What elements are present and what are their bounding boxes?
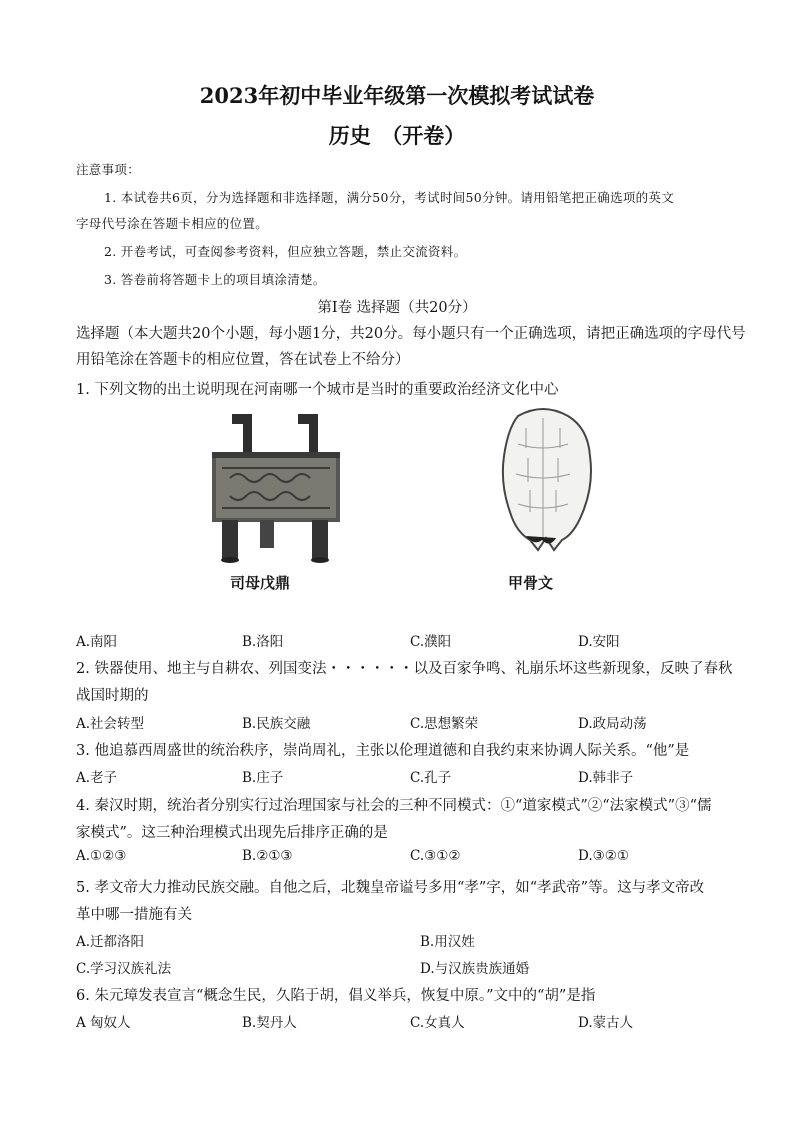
question-2-option-d: D.政局动荡 — [578, 716, 647, 732]
question-6-option-c: C.女真人 — [410, 1015, 465, 1031]
exam-subtitle: 历史 （开卷） — [328, 123, 466, 148]
question-6-option-b: B.契丹人 — [242, 1015, 297, 1031]
question-5-option-c: C.学习汉族礼法 — [76, 961, 172, 977]
question-4-option-a: A.①②③ — [76, 848, 127, 864]
question-3-stem: 3. 他追慕西周盛世的统治秩序，崇尚周礼，主张以伦理道德和自我约束来协调人际关系。“他”是 — [76, 743, 690, 759]
question-1-option-d: D.安阳 — [578, 634, 620, 650]
question-5-stem-line-2: 革中哪一措施有关 — [76, 907, 192, 923]
question-6-option-d: D.蒙古人 — [578, 1015, 634, 1031]
question-5-option-b: B.用汉姓 — [420, 934, 475, 950]
oracle-bone-caption: 甲骨文 — [508, 574, 554, 592]
question-2-option-b: B.民族交融 — [242, 716, 311, 732]
question-6-stem: 6. 朱元璋发表宣言“概念生民，久陷于胡，倡义举兵，恢复中原。”文中的“胡”是指 — [76, 988, 596, 1004]
notice-item-1-line-2: 字母代号涂在答题卡相应的位置。 — [76, 216, 269, 231]
question-1-option-a: A.南阳 — [76, 634, 118, 650]
question-2-stem-line-1: 2. 铁器使用、地主与自耕农、列国变法・・・・・・以及百家争鸣、礼崩乐坏这些新现象，反映了春秋 — [76, 661, 733, 677]
question-5-option-d: D.与汉族贵族通婚 — [420, 961, 530, 977]
question-1-option-b: B.洛阳 — [242, 634, 284, 650]
question-4-option-b: B.②①③ — [242, 848, 293, 864]
section-heading: 第Ⅰ卷 选择题（共20分） — [317, 300, 477, 316]
question-5-stem-line-1: 5. 孝文帝大力推动民族交融。自他之后，北魏皇帝谥号多用“孝”字，如“孝武帝”等。这与孝文帝改 — [76, 880, 705, 896]
ding-caption: 司母戊鼎 — [230, 574, 291, 592]
notice-item-3: 3. 答卷前将答题卡上的项目填涂清楚。 — [104, 272, 326, 287]
question-6-option-a: A 匈奴人 — [76, 1015, 131, 1031]
section-intro-line-2: 用铅笔涂在答题卡的相应位置，答在试卷上不给分） — [76, 352, 410, 368]
question-3-option-b: B.庄子 — [242, 770, 284, 786]
notice-item-2: 2. 开卷考试，可查阅参考资料，但应独立答题，禁止交流资料。 — [104, 244, 467, 259]
question-3-option-a: A.老子 — [76, 770, 118, 786]
question-4-option-c: C.③①② — [410, 848, 461, 864]
question-2-option-a: A.社会转型 — [76, 716, 145, 732]
section-intro-line-1: 选择题（本大题共20个小题，每小题1分，共20分。每小题只有一个正确选项，请把正确选项的字母代号 — [76, 326, 746, 342]
question-3-option-d: D.韩非子 — [578, 770, 634, 786]
question-4-stem-line-2: 家模式”。这三种治理模式出现先后排序正确的是 — [76, 825, 388, 841]
question-4-stem-line-1: 4. 秦汉时期，统治者分别实行过治理国家与社会的三种不同模式：①“道家模式”②“法家模式”③“儒 — [76, 798, 712, 814]
ding-vessel-image — [200, 408, 350, 598]
oracle-bone-figure — [488, 404, 598, 554]
question-3-option-c: C.孔子 — [410, 770, 452, 786]
question-2-stem-line-2: 战国时期的 — [76, 688, 149, 704]
oracle-bone-image — [488, 404, 598, 554]
question-2-option-c: C.思想繁荣 — [410, 716, 479, 732]
exam-title: 2023年初中毕业年级第一次模拟考试试卷 — [199, 83, 595, 108]
notice-heading: 注意事项： — [76, 162, 141, 177]
notice-item-1-line-1: 1. 本试卷共6页，分为选择题和非选择题，满分50分，考试时间50分钟。请用铅笔把正确选项的英文 — [104, 190, 675, 205]
question-4-option-d: D.③②① — [578, 848, 629, 864]
question-1-option-c: C.濮阳 — [410, 634, 452, 650]
question-5-option-a: A.迁都洛阳 — [76, 934, 145, 950]
ding-vessel-figure — [200, 408, 350, 598]
question-1-stem: 1. 下列文物的出土说明现在河南哪一个城市是当时的重要政治经济文化中心 — [76, 382, 559, 398]
